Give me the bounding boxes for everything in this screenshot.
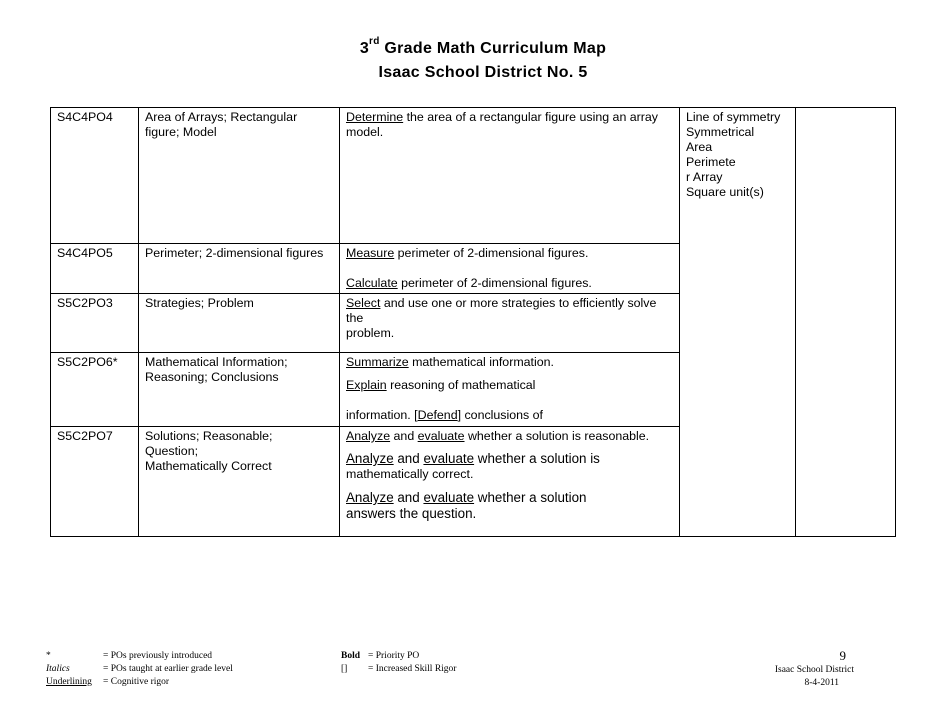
concept-cell: Perimeter; 2-dimensional figures [139,244,340,294]
footer-date: 8-4-2011 [804,678,839,688]
po-code: S5C2PO7 [51,427,139,537]
cognitive-verb: evaluate [417,429,465,443]
vocab-item: r Array [686,170,723,184]
district-name: Isaac School District [774,665,854,675]
vocabulary-cell [680,108,796,537]
cognitive-verb: Select [346,296,381,310]
page-subtitle: Isaac School District No. 5 [378,64,588,81]
cognitive-verb: Analyze [346,451,394,466]
legend-item: Italics = POs taught at earlier grade level [46,664,233,674]
po-code: S4C4PO5 [51,244,139,294]
vocab-item: Line of symmetry [686,110,781,124]
legend-left [46,650,233,689]
concept-cell: Strategies; Problem [139,294,340,353]
legend-item: Bold = Priority PO [341,651,420,661]
page-footer [775,647,854,690]
legend-item: Underlining = Cognitive rigor [46,677,170,687]
objective-cell: Select and use one or more strategies to efficiently solve the problem. [340,294,680,353]
cognitive-verb: Summarize [346,355,409,369]
legend-item: [] = Increased Skill Rigor [341,664,457,674]
cognitive-verb: evaluate [423,451,475,466]
cognitive-verb: Determine [346,110,404,124]
page-number: 9 [839,648,846,663]
concept-cell: Mathematical Information; Reasoning; Conclusions [139,353,340,427]
cognitive-verb: Explain [346,378,387,392]
cognitive-verb: evaluate [423,490,475,505]
objective-cell: Analyze and evaluate whether a solution is reasonable. Analyze and evaluate whether a solution is mathematically correct. Analyze and evaluate whether a solution answers the question. [340,427,680,537]
cognitive-verb: Calculate [346,276,398,290]
curriculum-table [50,107,896,537]
po-code: S5C2PO3 [51,294,139,353]
cognitive-verb: Measure [346,246,395,260]
cognitive-verb: Analyze [346,490,394,505]
vocab-item: Area [686,140,713,154]
legend-middle [341,650,456,676]
po-code: S5C2PO6* [51,353,139,427]
po-code: S4C4PO4 [51,108,139,244]
vocab-item: Symmetrical [686,125,755,139]
concept-cell: Solutions; Reasonable; Question; Mathematically Correct [139,427,340,537]
objective-cell: Measure perimeter of 2-dimensional figures. Calculate perimeter of 2-dimensional figures. [340,244,680,294]
cognitive-verb: Defend [417,408,458,422]
cognitive-verb: Analyze [346,429,391,443]
vocab-item: Square unit(s) [686,185,764,199]
table-row [51,108,896,244]
notes-cell [796,108,896,537]
title-superscript: rd [369,36,380,47]
page-title: 3rd Grade Math Curriculum Map [359,36,607,57]
vocab-item: Perimete [686,155,736,169]
concept-cell: Area of Arrays; Rectangular figure; Model [139,108,340,244]
legend-item: * = POs previously introduced [46,651,213,661]
objective-cell: Determine the area of a rectangular figure using an array model. [340,108,680,244]
objective-cell: Summarize mathematical information. Explain reasoning of mathematical information. [Defend] conclusions of [340,353,680,427]
